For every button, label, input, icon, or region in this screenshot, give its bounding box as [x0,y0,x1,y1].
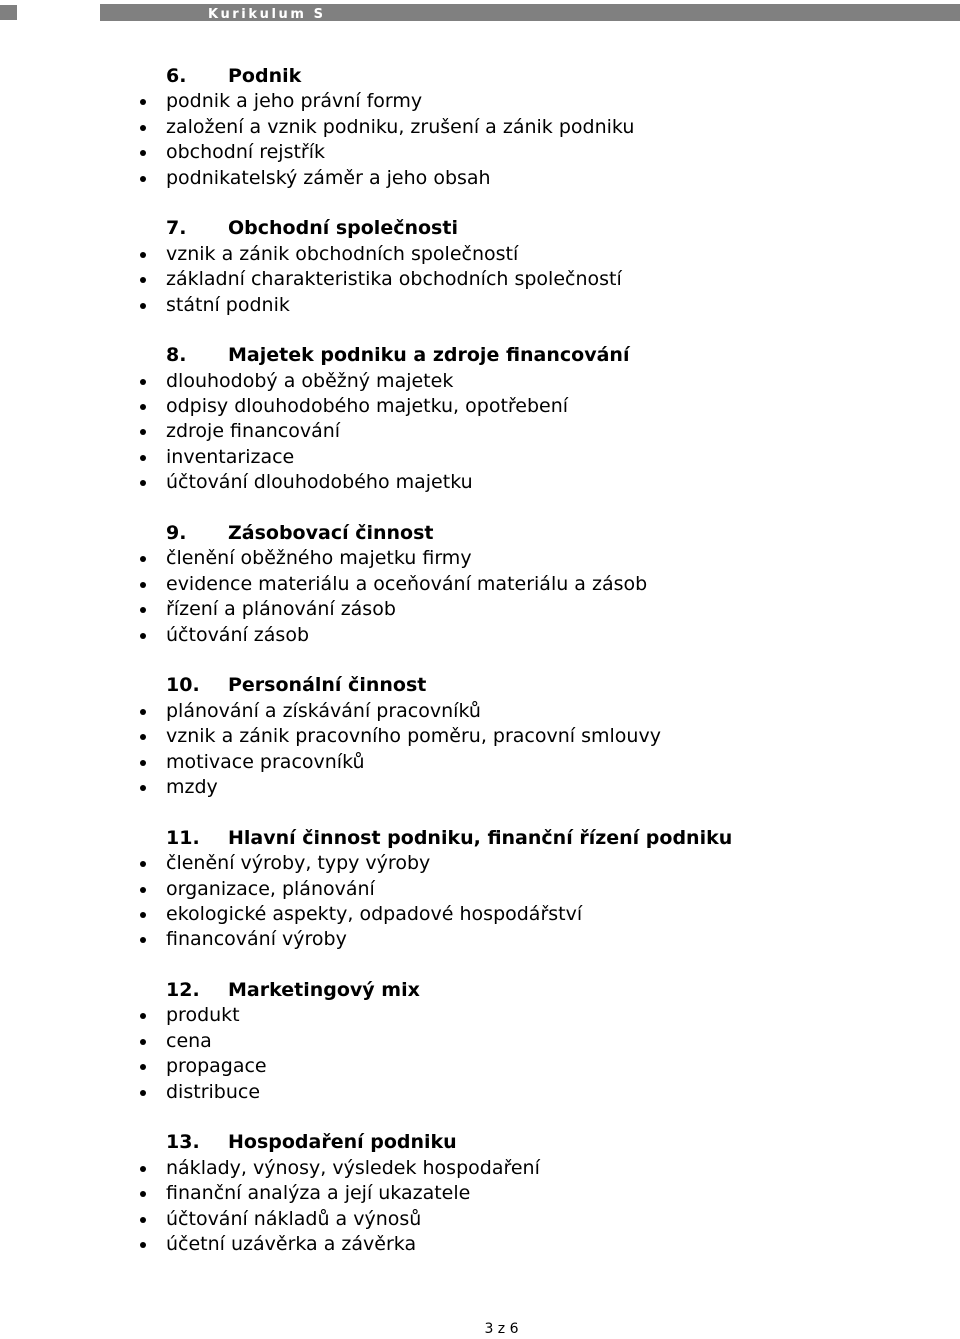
curriculum-section [0,673,960,800]
section-heading [0,343,960,368]
list-item-text: financování výroby [166,928,347,951]
list-item [0,445,960,470]
list-item [0,470,960,495]
bullet-icon [140,404,146,410]
section-number: 7. [166,217,187,240]
bullet-icon [140,99,146,105]
list-item-text: účtování dlouhodobého majetku [166,471,473,494]
list-item [0,927,960,952]
bullet-icon [140,887,146,893]
list-item-text: propagace [166,1055,267,1078]
section-heading [0,216,960,241]
curriculum-content [0,64,960,1283]
header-square-marker [0,5,17,20]
list-item [0,1232,960,1257]
section-heading [0,64,960,89]
section-title: Majetek podniku a zdroje financování [228,344,630,367]
bullet-icon [140,709,146,715]
list-item [0,775,960,800]
list-item [0,1156,960,1181]
section-title: Obchodní společnosti [228,217,458,240]
bullet-icon [140,125,146,131]
bullet-icon [140,1013,146,1019]
section-title: Zásobovací činnost [228,522,434,545]
section-number: 10. [166,674,200,697]
list-item-text: dlouhodobý a oběžný majetek [166,369,454,392]
section-number: 9. [166,522,187,545]
list-item-text: evidence materiálu a oceňování materiálu a zásob [166,572,648,595]
list-item-text: účtování nákladů a výnosů [166,1207,422,1230]
list-item-text: finanční analýza a její ukazatele [166,1182,471,1205]
list-item [0,1207,960,1232]
list-item-text: mzdy [166,775,218,798]
curriculum-section [0,64,960,191]
header-bar [100,4,960,21]
bullet-icon [140,734,146,740]
bullet-icon [140,912,146,918]
section-number: 6. [166,65,187,87]
list-item [0,394,960,419]
section-heading [0,978,960,1003]
section-title: Personální činnost [228,674,427,697]
bullet-icon [140,861,146,867]
list-item-text: cena [166,1029,212,1052]
list-item-text: podnikatelský záměr a jeho obsah [166,166,491,189]
list-item [0,546,960,571]
list-item [0,623,960,648]
list-item [0,1181,960,1206]
list-item-text: členění výroby, typy výroby [166,852,431,875]
list-item-text: náklady, výnosy, výsledek hospodaření [166,1156,540,1179]
bullet-icon [140,480,146,486]
bullet-icon [140,455,146,461]
section-number: 13. [166,1131,200,1154]
curriculum-section [0,216,960,318]
list-item [0,1054,960,1079]
bullet-icon [140,582,146,588]
section-title: Marketingový mix [228,979,420,1002]
curriculum-section [0,978,960,1105]
list-item-text: účtování zásob [166,623,310,646]
section-title: Podnik [228,65,302,87]
list-item-text: podnik a jeho právní formy [166,90,423,113]
list-item-text: vznik a zánik pracovního poměru, pracovní smlouvy [166,725,661,748]
bullet-icon [140,429,146,435]
list-item [0,166,960,191]
list-item [0,750,960,775]
curriculum-section [0,521,960,648]
bullet-icon [140,379,146,385]
bullet-icon [140,556,146,562]
list-item-text: základní charakteristika obchodních společností [166,268,622,291]
list-item [0,877,960,902]
bullet-icon [140,1039,146,1045]
section-heading [0,826,960,851]
list-item-text: inventarizace [166,445,295,468]
bullet-icon [140,1064,146,1070]
list-item-text: plánování a získávání pracovníků [166,699,481,722]
list-item [0,699,960,724]
bullet-icon [140,1217,146,1223]
section-title: Hlavní činnost podniku, finanční řízení podniku [228,826,733,849]
section-title: Hospodaření podniku [228,1131,457,1154]
list-item [0,851,960,876]
list-item-text: řízení a plánování zásob [166,598,396,621]
list-item [0,140,960,165]
list-item-text: zdroje financování [166,420,341,443]
bullet-icon [140,277,146,283]
page-number: 3 z 6 [484,1321,519,1337]
list-item [0,1029,960,1054]
bullet-icon [140,1166,146,1172]
list-item [0,267,960,292]
list-item-text: vznik a zánik obchodních společností [166,242,519,265]
bullet-icon [140,1191,146,1197]
list-item [0,115,960,140]
list-item-text: účetní uzávěrka a závěrka [166,1232,417,1255]
list-item-text: odpisy dlouhodobého majetku, opotřebení [166,395,569,418]
list-item-text: motivace pracovníků [166,750,365,773]
bullet-icon [140,303,146,309]
list-item [0,242,960,267]
list-item-text: ekologické aspekty, odpadové hospodářství [166,902,583,925]
list-item [0,1003,960,1028]
list-item [0,902,960,927]
bullet-icon [140,760,146,766]
list-item-text: organizace, plánování [166,877,375,900]
list-item-text: distribuce [166,1080,261,1103]
bullet-icon [140,785,146,791]
list-item [0,572,960,597]
list-item-text: produkt [166,1004,240,1027]
bullet-icon [140,937,146,943]
curriculum-section [0,343,960,495]
bullet-icon [140,1090,146,1096]
list-item [0,724,960,749]
bullet-icon [140,607,146,613]
bullet-icon [140,633,146,639]
curriculum-section [0,1130,960,1257]
list-item-text: obchodní rejstřík [166,141,326,164]
section-heading [0,673,960,698]
section-number: 8. [166,344,187,367]
list-item-text: členění oběžného majetku firmy [166,547,472,570]
section-number: 12. [166,979,200,1002]
bullet-icon [140,150,146,156]
bullet-icon [140,1242,146,1248]
list-item-text: státní podnik [166,293,290,316]
section-number: 11. [166,826,200,849]
section-heading [0,521,960,546]
bullet-icon [140,176,146,182]
list-item [0,597,960,622]
list-item [0,1080,960,1105]
bullet-icon [140,252,146,258]
list-item [0,293,960,318]
list-item-text: založení a vznik podniku, zrušení a zánik podniku [166,115,635,138]
header-title: Kurikulum S [208,7,326,22]
list-item [0,89,960,114]
curriculum-section [0,826,960,953]
list-item [0,369,960,394]
list-item [0,419,960,444]
section-heading [0,1130,960,1155]
